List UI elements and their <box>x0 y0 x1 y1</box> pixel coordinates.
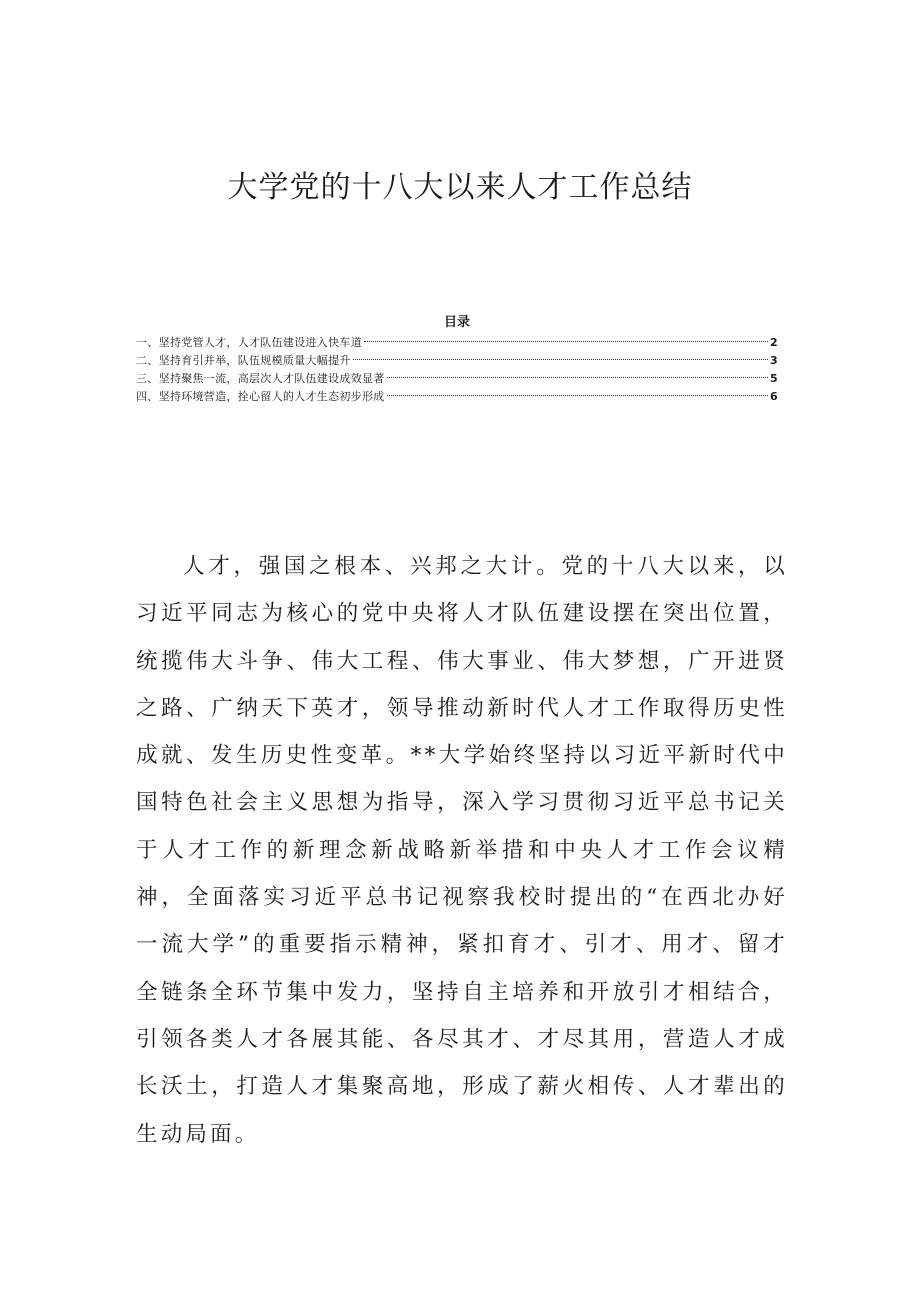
toc-entry-page: 5 <box>770 372 778 385</box>
toc-entry-label: 四、坚持环境营造，拴心留人的人才生态初步形成 <box>136 390 385 403</box>
toc-dot-leader <box>364 341 768 342</box>
toc-heading: 目录 <box>443 315 470 330</box>
toc-dot-leader <box>387 395 768 396</box>
toc-dot-leader <box>387 377 768 378</box>
document-title: 大学党的十八大以来人才工作总结 <box>227 170 693 205</box>
table-of-contents <box>136 314 778 406</box>
toc-dot-leader <box>353 359 768 360</box>
toc-entry-label: 一、坚持党管人才，人才队伍建设进入快车道 <box>136 336 362 349</box>
toc-entry-page: 2 <box>770 336 778 349</box>
toc-entry[interactable] <box>136 334 778 352</box>
toc-entry[interactable] <box>136 388 778 406</box>
toc-entry[interactable] <box>136 370 778 388</box>
toc-entry-label: 二、坚持育引并举，队伍规模质量大幅提升 <box>136 354 351 367</box>
toc-entry-label: 三、坚持聚焦一流，高层次人才队伍建设成效显著 <box>136 372 385 385</box>
body-paragraph: 人才，强国之根本、兴邦之大计。党的十八大以来，以习近平同志为核心的党中央将人才队伍建设摆在突出位置，统揽伟大斗争、伟大工程、伟大事业、伟大梦想，广开进贤之路、广纳天下英才，领导推动新时代人才工作取得历史性成就、发生历史性变革。**大学始终坚持以习近平新时代中国特色社会主义思想为指导，深入学习贯彻习近平总书记关于人才工作的新理念新战略新举措和中央人才工作会议精神，全面落实习近平总书记视察我校时提出的“在西北办好一流大学”的重要指示精神，紧扣育才、引才、用才、留才全链条全环节集中发力，坚持自主培养和开放引才相结合，引领各类人才各展其能、各尽其才、才尽其用，营造人才成长沃土，打造人才集聚高地，形成了薪火相传、人才辈出的生动局面。 <box>136 554 788 1147</box>
toc-entry-page: 3 <box>770 354 778 367</box>
toc-entry[interactable] <box>136 352 778 370</box>
toc-entry-page: 6 <box>770 390 778 403</box>
